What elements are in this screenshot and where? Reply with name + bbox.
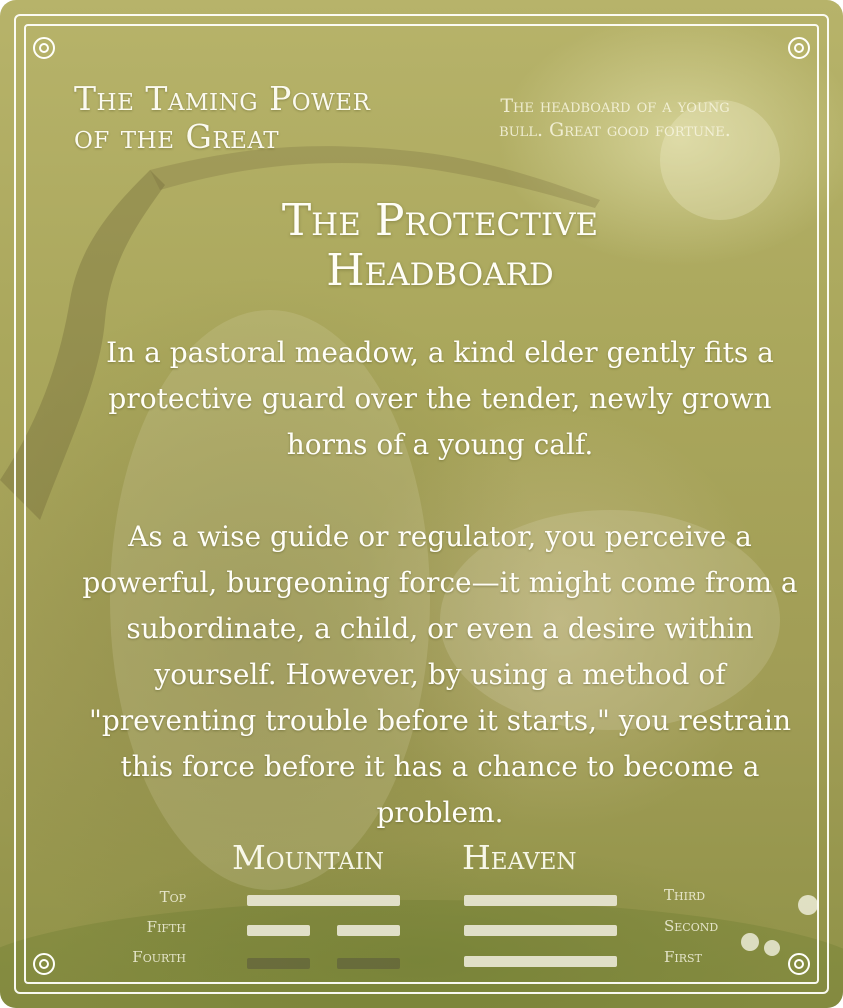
hexagram-line-second-solid — [464, 925, 617, 936]
line-position-label-first: First — [664, 948, 702, 966]
hexagram-name — [74, 80, 454, 156]
line-title-1: The Protective — [281, 195, 599, 246]
judgment-line-2: bull. Great good fortune. — [499, 119, 731, 141]
corner-ornament-icon — [779, 944, 819, 984]
corner-ornament-icon — [24, 28, 64, 68]
line-position-label-top: Top — [159, 888, 186, 906]
upper-trigram-name: Mountain — [232, 838, 385, 877]
hexagram-line-top-solid — [247, 895, 400, 906]
hexagram-line-fifth-broken-left — [247, 925, 310, 936]
line-position-label-fifth: Fifth — [146, 918, 186, 936]
hexagram-line-fourth-broken-right-active — [337, 958, 400, 969]
hexagram-name-line-2: of the Great — [74, 117, 280, 156]
hexagram-line-fourth-broken-left-active — [247, 958, 310, 969]
line-position-label-third: Third — [664, 886, 706, 904]
line-title — [140, 196, 740, 296]
description-paragraph: As a wise guide or regulator, you perceive a powerful, burgeoning force—it might come from a subordinate, a child, or even a desire within yourself. However, by using a method of "preventing trouble before it starts," you restrain this force before it has a chance to become a problem. — [82, 520, 798, 829]
corner-ornament-icon — [779, 28, 819, 68]
hexagram-line-first-solid — [464, 956, 617, 967]
hexagram-line-fifth-broken-right — [337, 925, 400, 936]
judgment-line-1: The headboard of a young — [500, 95, 730, 117]
lower-trigram-name: Heaven — [462, 838, 577, 877]
corner-ornament-icon — [24, 944, 64, 984]
line-position-label-second: Second — [664, 917, 719, 935]
line-title-2: Headboard — [326, 245, 554, 296]
hexagram-name-line-1: The Taming Power — [74, 79, 371, 118]
line-description — [70, 330, 810, 836]
line-position-label-fourth: Fourth — [132, 948, 186, 966]
description-paragraph: In a pastoral meadow, a kind elder gently fits a protective guard over the tender, newly grown horns of a young calf. — [106, 336, 774, 461]
hexagram-line-third-solid — [464, 895, 617, 906]
hexagram-judgment — [460, 94, 770, 142]
